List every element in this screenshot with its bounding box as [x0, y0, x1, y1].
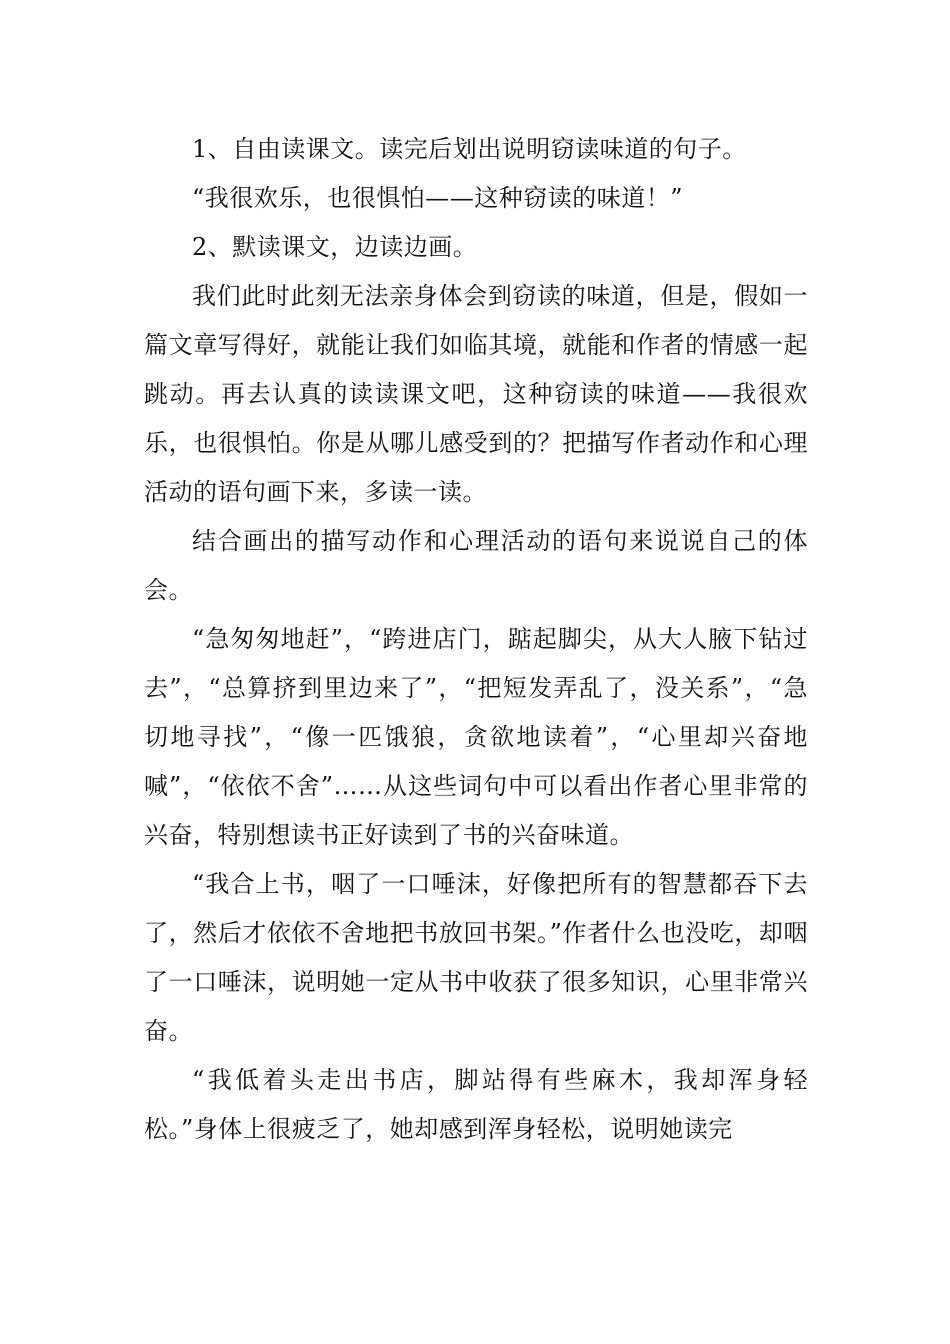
paragraph-prompt: 结合画出的描写动作和心理活动的语句来说说自己的体会。: [144, 527, 808, 604]
paragraph-task-1: 1、自由读课文。读完后划出说明窃读味道的句子。: [192, 135, 747, 163]
paragraph-quotes-actions: “急匆匆地赶”，“跨进店门，踮起脚尖，从大人腋下钻过去”，“总算挤到里边来了”，“把短发弄乱了，没关系”，“急切地寻找”，“像一匹饿狼，贪欲地读着”，“心里却兴奋地喊”，“依依不舍”……从这些词句中可以看出作者心里非常的兴奋，特别想读书正好读到了书的兴奋味道。: [144, 625, 808, 849]
paragraph-instruction: 我们此时此刻无法亲身体会到窃读的味道，但是，假如一篇文章写得好，就能让我们如临其境，就能和作者的情感一起跳动。再去认真的读读课文吧，这种窃读的味道——我很欢乐，也很惧怕。你是从哪儿感受到的？把描写作者动作和心理活动的语句画下来，多读一读。: [144, 282, 808, 506]
paragraph-quote-feeling: “我很欢乐，也很惧怕——这种窃读的味道！”: [192, 184, 684, 212]
paragraph-task-2: 2、默读课文，边读边画。: [192, 233, 478, 261]
paragraph-leaving-store: “我低着头走出书店，脚站得有些麻木，我却浑身轻松。”身体上很疲乏了，她却感到浑身轻松，说明她读完: [144, 1066, 808, 1143]
document-body: [144, 125, 808, 1154]
paragraph-closing-book: “我合上书，咽了一口唾沫，好像把所有的智慧都吞下去了，然后才依依不舍地把书放回书架。”作者什么也没吃，却咽了一口唾沫，说明她一定从书中收获了很多知识，心里非常兴奋。: [144, 870, 808, 1045]
